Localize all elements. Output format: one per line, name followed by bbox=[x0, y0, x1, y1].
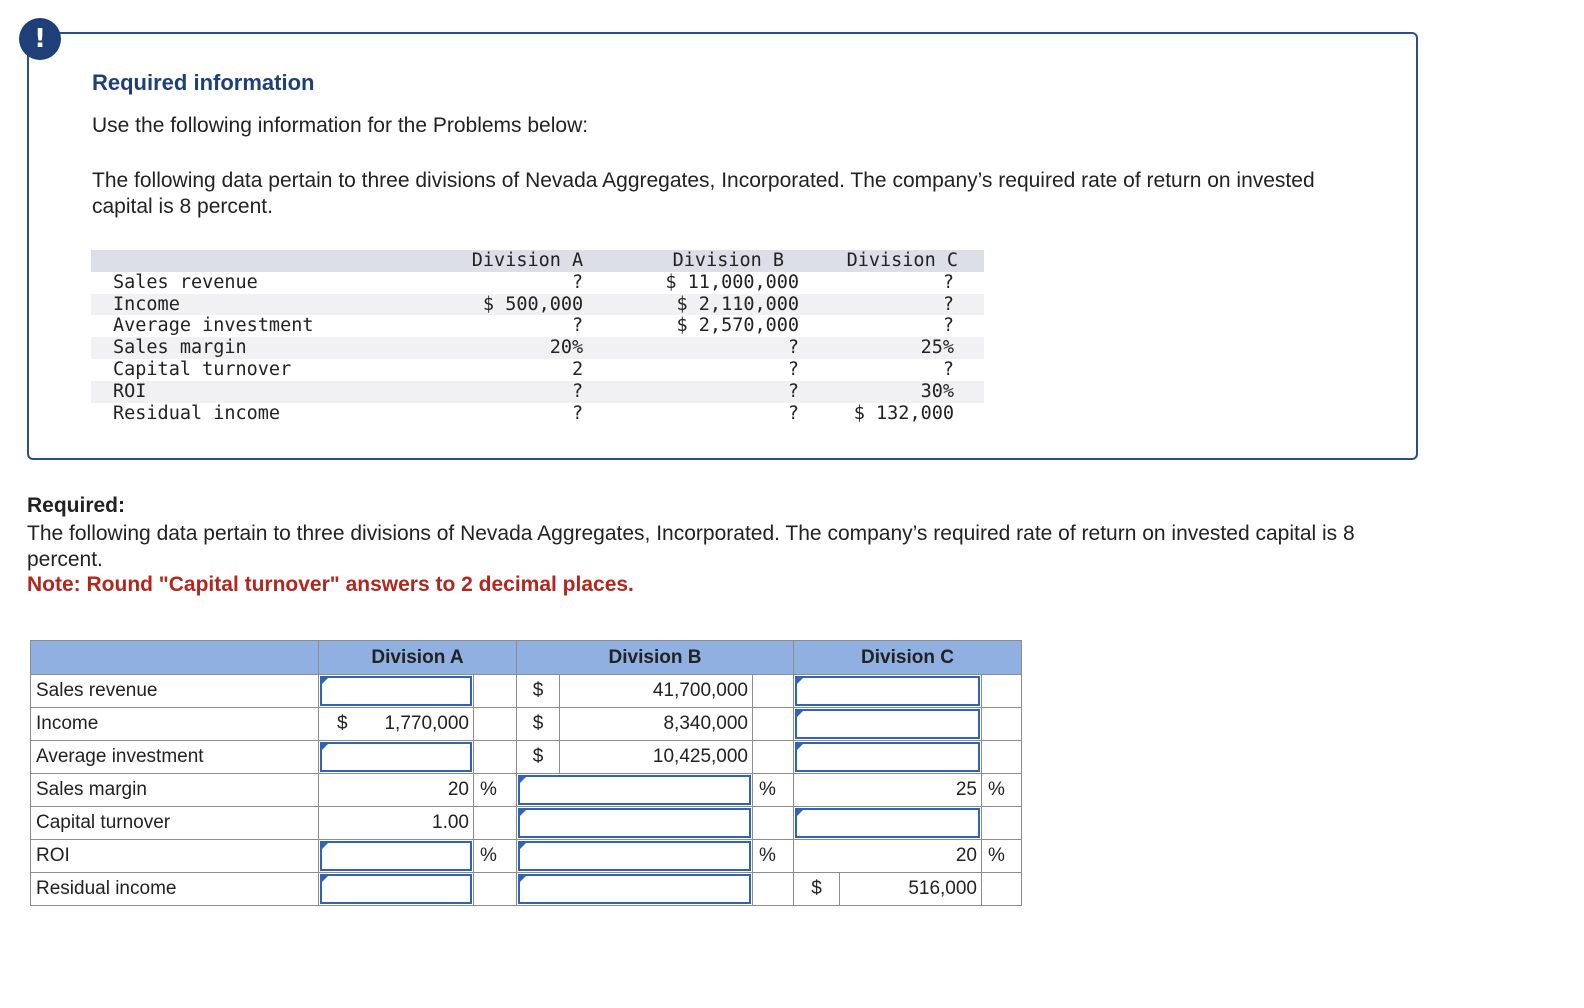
given-value-b: ? bbox=[787, 402, 800, 424]
average-investment-c-input[interactable] bbox=[795, 742, 980, 772]
capital-turnover-c-cell bbox=[794, 807, 982, 840]
capital-turnover-b-input[interactable] bbox=[518, 808, 751, 838]
empty-cell bbox=[982, 741, 1022, 774]
given-value-c: 25% bbox=[920, 337, 954, 359]
flag-icon bbox=[519, 809, 527, 817]
info-title: Required information bbox=[92, 70, 315, 95]
empty-cell bbox=[753, 807, 794, 840]
answer-row-income bbox=[31, 708, 1022, 741]
row-label: Sales revenue bbox=[31, 675, 319, 708]
answer-header-division-c: Division C bbox=[794, 641, 1022, 675]
given-label: Sales revenue bbox=[113, 271, 258, 293]
given-value-c: ? bbox=[942, 315, 954, 337]
answer-row-sales-margin bbox=[31, 774, 1022, 807]
given-value-c: ? bbox=[942, 271, 954, 293]
income-c-input[interactable] bbox=[795, 709, 980, 739]
flag-icon bbox=[796, 743, 804, 751]
sales-revenue-a-cell bbox=[319, 675, 474, 708]
answer-header-division-b: Division B bbox=[517, 641, 794, 675]
sales-margin-c-value: 25 bbox=[794, 774, 982, 807]
flag-icon bbox=[321, 842, 329, 850]
sales-margin-a-value: 20 bbox=[319, 774, 474, 807]
answer-row-roi bbox=[31, 840, 1022, 873]
answer-row-residual-income bbox=[31, 873, 1022, 906]
income-a-amount: 1,770,000 bbox=[384, 713, 469, 734]
currency-symbol: $ bbox=[794, 873, 840, 906]
given-header-row bbox=[91, 250, 984, 272]
given-row-average-investment bbox=[91, 315, 984, 337]
percent-symbol: % bbox=[474, 774, 517, 807]
residual-income-b-cell bbox=[517, 873, 753, 906]
income-a-value bbox=[319, 708, 474, 741]
given-data-table bbox=[91, 250, 984, 424]
empty-cell bbox=[474, 708, 517, 741]
roi-a-cell bbox=[319, 840, 474, 873]
empty-cell bbox=[474, 873, 517, 906]
given-value-c: $ 132,000 bbox=[853, 402, 954, 424]
given-value-a: ? bbox=[572, 380, 584, 402]
row-label: Residual income bbox=[31, 873, 319, 906]
given-row-capital-turnover bbox=[91, 359, 984, 381]
flag-icon bbox=[321, 743, 329, 751]
empty-cell bbox=[982, 807, 1022, 840]
required-text: The following data pertain to three divisions of Nevada Aggregates, Incorporated. The company’s required rate of return on invested capital is 8 percent. bbox=[27, 522, 1355, 571]
flag-icon bbox=[519, 776, 527, 784]
currency-symbol: $ bbox=[517, 708, 560, 741]
sales-revenue-b-value: 41,700,000 bbox=[560, 675, 753, 708]
sales-revenue-c-input[interactable] bbox=[795, 676, 980, 706]
flag-icon bbox=[519, 875, 527, 883]
given-label: Income bbox=[113, 293, 180, 315]
row-label: Income bbox=[31, 708, 319, 741]
exclamation-icon: ! bbox=[19, 18, 61, 60]
percent-symbol: % bbox=[982, 840, 1022, 873]
given-value-a: ? bbox=[572, 271, 584, 293]
empty-cell bbox=[982, 708, 1022, 741]
rounding-note: Note: Round "Capital turnover" answers to 2 decimal places. bbox=[27, 573, 634, 596]
info-subtitle: Use the following information for the Problems below: bbox=[92, 114, 589, 137]
given-value-a: ? bbox=[572, 315, 584, 337]
given-value-c: ? bbox=[942, 358, 954, 380]
sales-revenue-c-cell bbox=[794, 675, 982, 708]
roi-c-value: 20 bbox=[794, 840, 982, 873]
empty-cell bbox=[982, 873, 1022, 906]
given-row-sales-revenue bbox=[91, 272, 984, 294]
given-value-b: ? bbox=[787, 358, 800, 380]
given-value-c: 30% bbox=[920, 380, 954, 402]
given-row-roi bbox=[91, 381, 984, 403]
currency-symbol: $ bbox=[517, 741, 560, 774]
answer-header-division-a: Division A bbox=[319, 641, 517, 675]
currency-symbol: $ bbox=[337, 713, 348, 734]
row-label: Average investment bbox=[31, 741, 319, 774]
sales-margin-b-input[interactable] bbox=[518, 775, 751, 805]
given-header-division-a: Division A bbox=[471, 250, 584, 271]
average-investment-a-cell bbox=[319, 741, 474, 774]
flag-icon bbox=[321, 677, 329, 685]
flag-icon bbox=[519, 842, 527, 850]
empty-cell bbox=[474, 741, 517, 774]
sales-margin-b-cell bbox=[517, 774, 753, 807]
given-row-income bbox=[91, 294, 984, 316]
row-label: Sales margin bbox=[31, 774, 319, 807]
residual-income-a-input[interactable] bbox=[320, 874, 472, 904]
given-value-b: ? bbox=[787, 337, 800, 359]
answer-row-capital-turnover bbox=[31, 807, 1022, 840]
capital-turnover-b-cell bbox=[517, 807, 753, 840]
flag-icon bbox=[321, 875, 329, 883]
answer-row-sales-revenue bbox=[31, 675, 1022, 708]
given-header-division-b: Division B bbox=[672, 250, 785, 271]
roi-b-cell bbox=[517, 840, 753, 873]
given-label: Average investment bbox=[113, 315, 314, 337]
empty-cell bbox=[753, 708, 794, 741]
average-investment-b-value: 10,425,000 bbox=[560, 741, 753, 774]
roi-a-input[interactable] bbox=[320, 841, 472, 871]
given-value-b: ? bbox=[787, 380, 800, 402]
given-label: Residual income bbox=[113, 402, 281, 424]
residual-income-c-value: 516,000 bbox=[840, 873, 982, 906]
empty-cell bbox=[982, 675, 1022, 708]
capital-turnover-a-value: 1.00 bbox=[319, 807, 474, 840]
given-header-division-c: Division C bbox=[846, 250, 958, 271]
percent-symbol: % bbox=[982, 774, 1022, 807]
empty-cell bbox=[753, 741, 794, 774]
info-description: The following data pertain to three divisions of Nevada Aggregates, Incorporated. The company’s required rate of return on invested capital is 8 percent. bbox=[92, 169, 1315, 218]
given-label: Sales margin bbox=[113, 337, 247, 359]
percent-symbol: % bbox=[474, 840, 517, 873]
average-investment-c-cell bbox=[794, 741, 982, 774]
answer-header-row bbox=[31, 641, 1022, 675]
given-value-a: $ 500,000 bbox=[482, 293, 584, 315]
given-label: ROI bbox=[113, 380, 147, 402]
flag-icon bbox=[796, 677, 804, 685]
given-value-c: ? bbox=[942, 293, 954, 315]
row-label: Capital turnover bbox=[31, 807, 319, 840]
income-b-value: 8,340,000 bbox=[560, 708, 753, 741]
residual-income-b-input[interactable] bbox=[518, 874, 751, 904]
residual-income-a-cell bbox=[319, 873, 474, 906]
given-label: Capital turnover bbox=[113, 358, 292, 380]
average-investment-a-input[interactable] bbox=[320, 742, 472, 772]
currency-symbol: $ bbox=[517, 675, 560, 708]
given-value-a: 20% bbox=[549, 337, 584, 359]
percent-symbol: % bbox=[753, 774, 794, 807]
flag-icon bbox=[796, 710, 804, 718]
given-value-b: $ 11,000,000 bbox=[665, 271, 800, 293]
given-row-sales-margin bbox=[91, 337, 984, 359]
given-row-residual-income bbox=[91, 403, 984, 425]
given-value-b: $ 2,570,000 bbox=[676, 315, 800, 337]
given-value-b: $ 2,110,000 bbox=[676, 293, 800, 315]
empty-cell bbox=[753, 873, 794, 906]
answer-header-blank bbox=[31, 641, 319, 675]
given-value-a: 2 bbox=[572, 358, 584, 380]
given-header-blank bbox=[91, 250, 436, 272]
empty-cell bbox=[753, 675, 794, 708]
income-c-cell bbox=[794, 708, 982, 741]
percent-symbol: % bbox=[753, 840, 794, 873]
answer-row-average-investment bbox=[31, 741, 1022, 774]
capital-turnover-c-input[interactable] bbox=[795, 808, 980, 838]
answer-table bbox=[30, 640, 1022, 906]
required-label: Required: bbox=[27, 494, 126, 517]
sales-revenue-a-input[interactable] bbox=[320, 676, 472, 706]
given-value-a: ? bbox=[572, 402, 584, 424]
roi-b-input[interactable] bbox=[518, 841, 751, 871]
empty-cell bbox=[474, 675, 517, 708]
row-label: ROI bbox=[31, 840, 319, 873]
empty-cell bbox=[474, 807, 517, 840]
flag-icon bbox=[796, 809, 804, 817]
